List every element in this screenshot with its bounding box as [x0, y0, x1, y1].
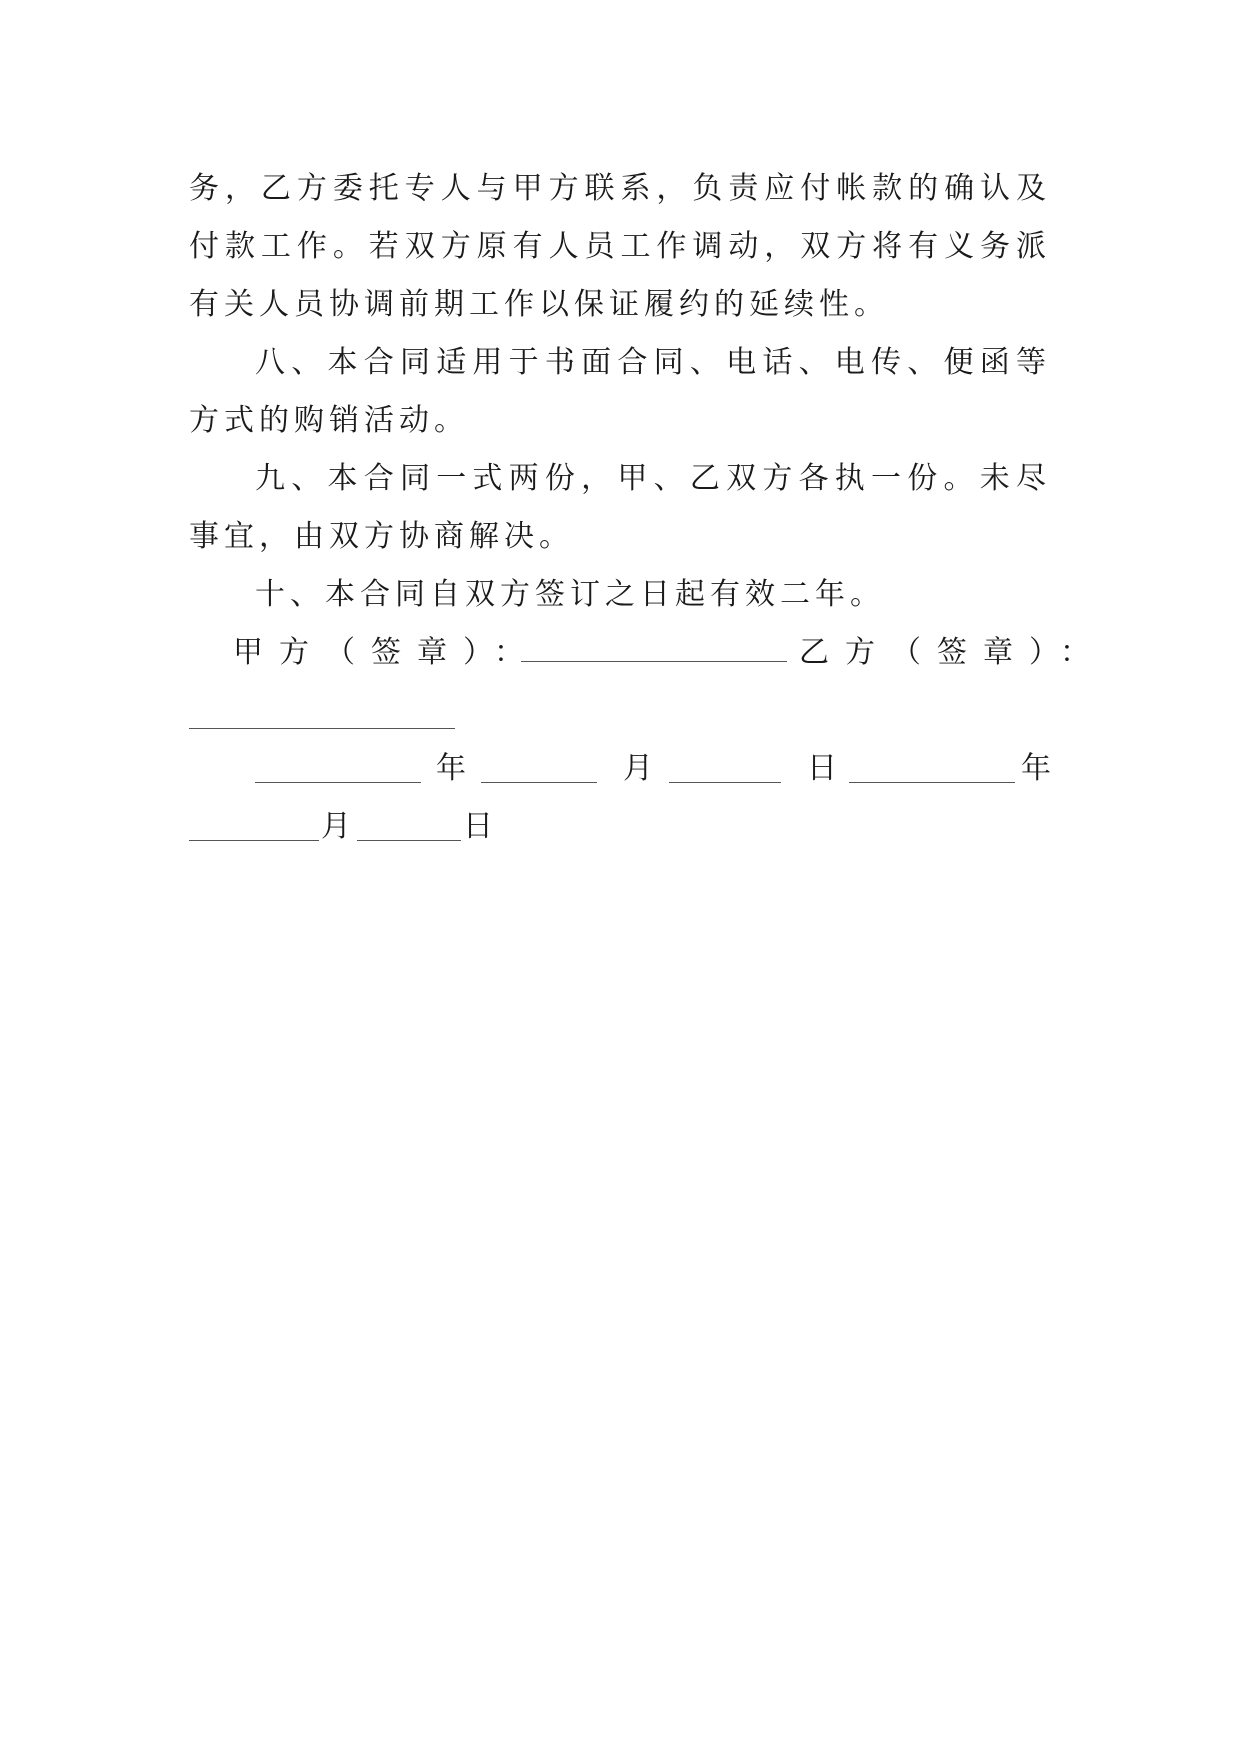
day-b-label: 日 [463, 809, 498, 844]
date-row [189, 740, 1056, 798]
clause-eight: 八、本合同适用于书面合同、电话、电传、便函等方式的购销活动。 [189, 345, 1051, 438]
party-b-signature-line[interactable] [189, 692, 455, 729]
document-page [189, 160, 1106, 856]
month-b-line[interactable] [189, 840, 319, 841]
year-a-label: 年 [436, 751, 471, 786]
signature-row [189, 624, 1106, 682]
clause-ten: 十、本合同自双方签订之日起有效二年。 [255, 577, 885, 612]
year-a-line[interactable] [255, 782, 421, 783]
day-b-line[interactable] [357, 840, 461, 841]
party-a-signature-line[interactable] [521, 624, 787, 682]
day-a-label: 日 [807, 751, 842, 786]
day-a-line[interactable] [669, 782, 781, 783]
date-row-2 [189, 798, 1051, 856]
party-b-signature-label: 乙方（签章）： [799, 635, 1106, 670]
clause-nine: 九、本合同一式两份，甲、乙双方各执一份。未尽事宜，由双方协商解决。 [189, 461, 1051, 554]
month-a-line[interactable] [481, 782, 597, 783]
party-a-signature-label: 甲方（签章）： [233, 635, 540, 670]
year-b-label: 年 [1021, 751, 1056, 786]
party-b-signature-line-wrap [189, 682, 1051, 740]
month-a-label: 月 [623, 751, 658, 786]
year-b-line[interactable] [849, 782, 1015, 783]
month-b-label: 月 [321, 809, 356, 844]
paragraph-continuation: 务，乙方委托专人与甲方联系，负责应付帐款的确认及付款工作。若双方原有人员工作调动，双方将有义务派有关人员协调前期工作以保证履约的延续性。 [189, 171, 1051, 322]
